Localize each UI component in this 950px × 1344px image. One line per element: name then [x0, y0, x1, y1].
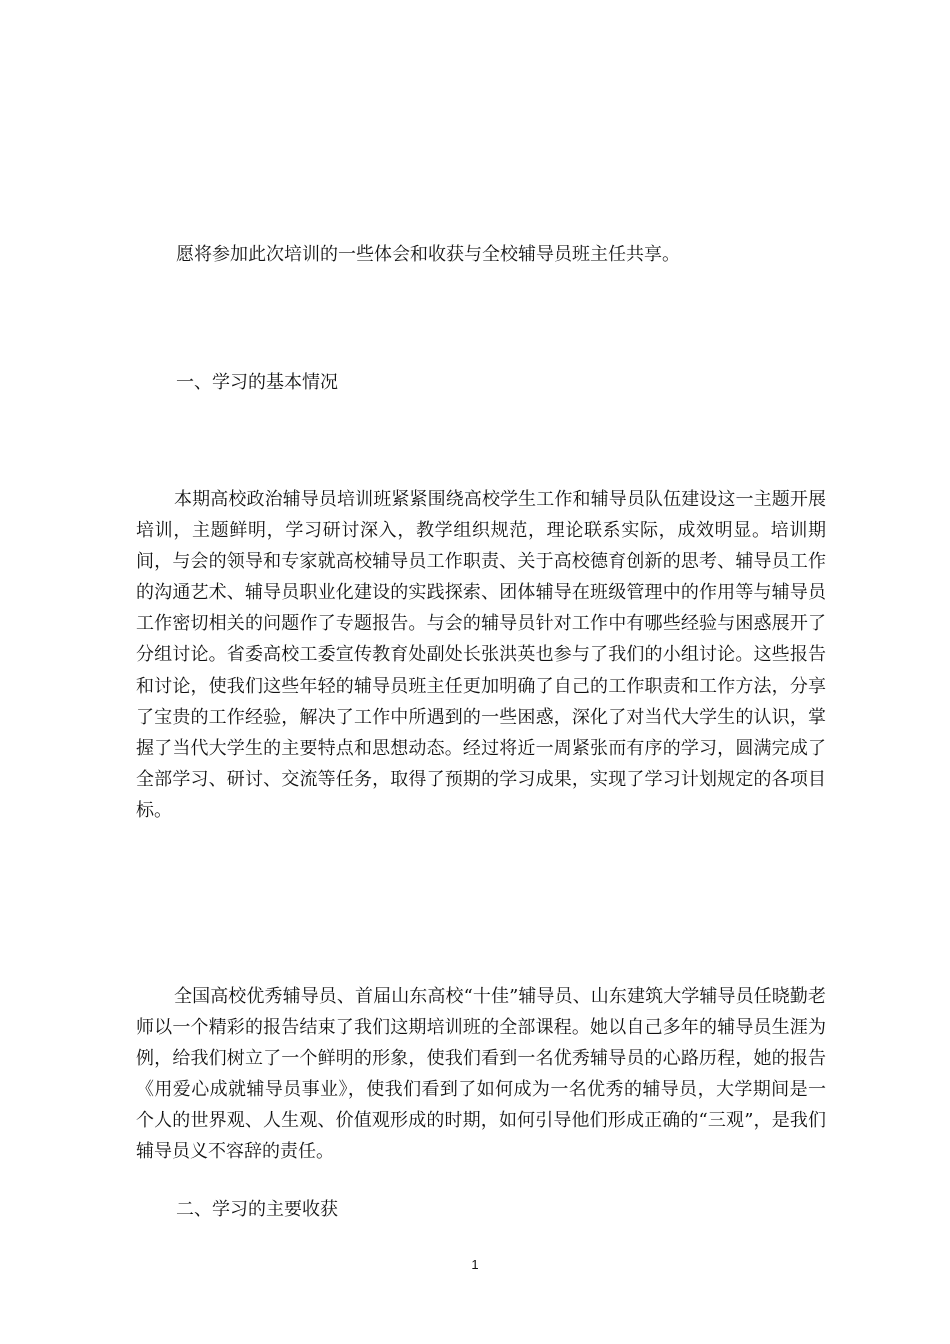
section-heading-main-gains: 二、学习的主要收获 — [176, 1199, 338, 1220]
page-number: 1 — [471, 1257, 479, 1272]
body-paragraph-2: 全国高校优秀辅导员、首届山东高校“十佳”辅导员、山东建筑大学辅导员任晓勤老师以一个精彩的报告结束了我们这期培训班的全部课程。她以自己多年的辅导员生涯为例，给我们树立了一个鲜明的形象，使我们看到一名优秀辅导员的心路历程，她的报告《用爱心成就辅导员事业》，使我们看到了如何成为一名优秀的辅导员，大学期间是一个人的世界观、人生观、价值观形成的时期，如何引导他们形成正确的“三观”，是我们辅导员义不容辞的责任。 — [136, 986, 826, 1163]
intro-line: 愿将参加此次培训的一些体会和收获与全校辅导员班主任共享。 — [176, 244, 680, 265]
section-heading-basic-situation: 一、学习的基本情况 — [176, 372, 338, 393]
body-paragraph-1: 本期高校政治辅导员培训班紧紧围绕高校学生工作和辅导员队伍建设这一主题开展培训，主题鲜明，学习研讨深入，教学组织规范，理论联系实际，成效明显。培训期间，与会的领导和专家就高校辅导员工作职责、关于高校德育创新的思考、辅导员工作的沟通艺术、辅导员职业化建设的实践探索、团体辅导在班级管理中的作用等与辅导员工作密切相关的问题作了专题报告。与会的辅导员针对工作中有哪些经验与困惑展开了分组讨论。省委高校工委宣传教育处副处长张洪英也参与了我们的小组讨论。这些报告和讨论，使我们这些年轻的辅导员班主任更加明确了自己的工作职责和工作方法，分享了宝贵的工作经验，解决了工作中所遇到的一些困惑，深化了对当代大学生的认识，掌握了当代大学生的主要特点和思想动态。经过将近一周紧张而有序的学习，圆满完成了全部学习、研讨、交流等任务，取得了预期的学习成果，实现了学习计划规定的各项目标。 — [136, 489, 826, 821]
